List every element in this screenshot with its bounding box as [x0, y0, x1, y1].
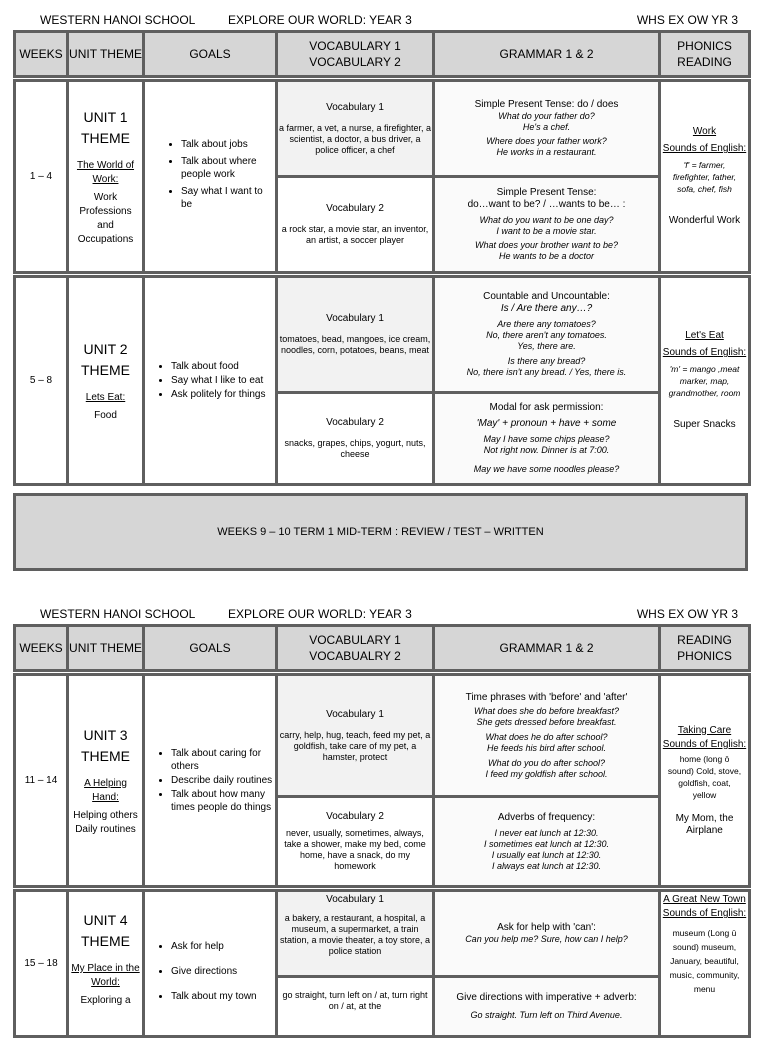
vocab1-cell — [277, 277, 434, 393]
unit-row — [15, 675, 750, 797]
sounds-examples: home (long ō sound) Cold, stove, goldfish, coat, yellow — [667, 753, 742, 800]
course-code: WHS EX OW YR 3 — [636, 607, 738, 621]
grammar-title: Time phrases with 'before' and 'after' — [465, 691, 628, 703]
goal-item: • Talk about food — [171, 360, 275, 373]
reading-title: Let's Eat — [685, 330, 724, 341]
vocab-list: a bakery, a restaurant, a hospital, a museum, a supermarket, a train station, a movie theater, a toy store, a police station — [279, 913, 431, 956]
grammar-example: Can you help me? Sure, how can I help? — [465, 934, 628, 944]
phonics-cell — [660, 675, 750, 887]
goal-item: • Say what I like to eat — [171, 374, 275, 387]
grammar-example: What does your brother want to be? — [474, 240, 619, 250]
course-code: WHS EX OW YR 3 — [636, 13, 738, 27]
col-weeks: WEEKS — [15, 32, 68, 77]
grammar-example: What do you want to be one day? — [479, 215, 614, 225]
grammar-example: He feeds his bird after school. — [486, 742, 607, 753]
reading-title: A Great New Town — [663, 894, 746, 905]
grammar-title: Give directions with imperative + adverb: — [456, 992, 637, 1003]
goals-cell — [144, 81, 277, 273]
grammar-example: I want to be a movie star. — [496, 226, 597, 236]
grammar-example: I sometimes eat lunch at 12:30. — [483, 838, 610, 849]
grammar-title: Simple Present Tense: do / does — [474, 99, 619, 110]
vocab-list: a rock star, a movie star, an inventor, an artist, a soccer player — [281, 224, 429, 245]
unit-desc: Helping others Daily routines — [73, 809, 138, 835]
goal-item: • Give directions — [171, 965, 275, 978]
reading-title: Taking Care — [677, 724, 732, 736]
grammar-subtitle: Is / Are there any…? — [500, 303, 593, 314]
goal-item: • Talk about how many times people do things — [171, 788, 275, 814]
grammar-title: Simple Present Tense: — [496, 187, 597, 198]
grammar2-cell — [434, 977, 660, 1037]
unit-cell — [68, 891, 144, 1037]
goal-item: • Talk about jobs — [181, 138, 275, 151]
grammar-example: No, there isn't any bread. / Yes, there is. — [466, 367, 627, 377]
unit-number: UNIT 4 — [83, 912, 128, 928]
unit-title: The World of Work: — [76, 159, 135, 185]
grammar-example: Go straight. Turn left on Third Avenue. — [470, 1010, 623, 1020]
grammar-example: What do you do after school? — [487, 757, 606, 768]
vocab-title: Vocabulary 1 — [326, 894, 384, 905]
vocab1-cell — [277, 675, 434, 797]
grammar-example: What does she do before breakfast? — [473, 705, 620, 716]
unit-theme-label: THEME — [81, 361, 130, 378]
grammar-example: Are there any tomatoes? — [497, 319, 596, 329]
unit-desc: Exploring a — [80, 995, 131, 1006]
sounds-examples: 'f' = farmer, firefighter, father, sofa, chef, fish — [672, 160, 737, 194]
grammar-example: He wants to be a doctor — [498, 251, 595, 261]
unit-title: Lets Eat: — [85, 391, 126, 403]
col-phonics: PHONICS READING — [660, 32, 750, 77]
col-unit: UNIT THEME — [68, 32, 144, 77]
grammar-example: I never eat lunch at 12:30. — [494, 827, 599, 838]
unit-cell — [68, 277, 144, 485]
grammar-example: I always eat lunch at 12:30. — [491, 860, 602, 871]
goal-item: • Ask for help — [171, 940, 275, 953]
unit-cell — [68, 81, 144, 273]
col-weeks: WEEKS — [15, 626, 68, 671]
sounds-examples: museum (Long ū sound) museum, January, beautiful, music, community, menu — [669, 928, 740, 994]
weeks-cell: 11 – 14 — [15, 675, 68, 887]
goal-item: • Ask politely for things — [171, 388, 275, 401]
weeks-cell: 1 – 4 — [15, 81, 68, 273]
header-row — [15, 626, 750, 671]
grammar1-cell — [434, 675, 660, 797]
grammar1-cell — [434, 81, 660, 177]
vocab2-cell — [277, 393, 434, 485]
vocab-title: Vocabulary 1 — [326, 313, 384, 324]
sounds-label: Sounds of English: — [662, 347, 747, 358]
col-goals: GOALS — [144, 626, 277, 671]
grammar-example: No, there aren't any tomatoes. — [486, 330, 607, 340]
col-vocab: VOCABULARY 1 VOCABULARY 2 — [277, 32, 434, 77]
page2-header — [40, 607, 738, 623]
page1-header — [40, 13, 738, 29]
unit-desc: Work Professions and Occupations — [77, 191, 134, 245]
grammar-example: He works in a restaurant. — [496, 147, 597, 157]
school-name: WESTERN HANOI SCHOOL — [40, 607, 196, 621]
grammar-example: Yes, there are. — [517, 341, 576, 351]
midterm-banner: WEEKS 9 – 10 TERM 1 MID-TERM : REVIEW / TEST – WRITTEN — [13, 493, 748, 571]
phonics-cell — [660, 81, 750, 273]
reading-book: Wonderful Work — [668, 215, 741, 226]
course-title: EXPLORE OUR WORLD: YEAR 3 — [228, 13, 412, 27]
vocab-list: tomatoes, bead, mangoes, ice cream, noodles, corn, potatoes, beans, meat — [279, 334, 431, 355]
unit-cell — [68, 675, 144, 887]
goals-cell — [144, 891, 277, 1037]
unit-theme-label: THEME — [81, 747, 130, 764]
grammar-title: Modal for ask permission: — [489, 402, 604, 413]
goal-item: • Talk about where people work — [181, 155, 275, 181]
vocab-title: Vocabulary 2 — [326, 203, 384, 214]
grammar1-cell — [434, 891, 660, 977]
vocab-list: snacks, grapes, chips, yogurt, nuts, cheese — [284, 438, 426, 459]
grammar-example: Is there any bread? — [507, 356, 586, 366]
col-vocab: VOCABULARY 1 VOCABUALRY 2 — [277, 626, 434, 671]
grammar-example: Where does your father work? — [486, 136, 607, 146]
vocab1-cell — [277, 81, 434, 177]
grammar-example: I usually eat lunch at 12:30. — [491, 849, 602, 860]
vocab2-cell — [277, 177, 434, 273]
vocab-list: never, usually, sometimes, always, take a shower, make my bed, come home, have a snack, do my homework — [284, 828, 426, 871]
unit-theme-label: THEME — [81, 933, 130, 949]
page1-table — [13, 30, 751, 486]
grammar-example: May we have some noodles please? — [473, 464, 620, 474]
grammar-subtitle: 'May' + pronoun + have + some — [476, 418, 617, 429]
weeks-cell: 5 – 8 — [15, 277, 68, 485]
unit-theme-label: THEME — [81, 129, 130, 146]
sounds-label: Sounds of English: — [662, 908, 747, 919]
col-phonics: READING PHONICS — [660, 626, 750, 671]
phonics-cell — [660, 277, 750, 485]
vocab-list: a farmer, a vet, a nurse, a firefighter, a scientist, a doctor, a bus driver, a police officer, a chef — [278, 122, 432, 155]
unit-title: A Helping Hand: — [84, 777, 127, 803]
vocab-list: carry, help, hug, teach, feed my pet, a goldfish, take care of my pet, a hamster, protect — [279, 729, 431, 762]
unit-desc: Food — [94, 409, 117, 421]
grammar-subtitle: do…want to be? / …wants to be… : — [467, 199, 626, 210]
phonics-cell — [660, 891, 750, 1037]
grammar-title: Countable and Uncountable: — [483, 291, 610, 302]
grammar-example: May I have some chips please? — [483, 434, 610, 444]
unit-title: My Place in the World: — [71, 963, 140, 988]
vocab-list: go straight, turn left on / at, turn right on / at, at the — [282, 990, 428, 1011]
goal-item: • Describe daily routines — [171, 774, 275, 787]
grammar2-cell — [434, 393, 660, 485]
grammar2-cell — [434, 797, 660, 887]
unit-row — [15, 277, 750, 393]
reading-title: Work — [692, 126, 717, 137]
vocab-title: Vocabulary 2 — [326, 417, 384, 428]
goal-item: • Talk about my town — [171, 990, 275, 1003]
col-goals: GOALS — [144, 32, 277, 77]
grammar2-cell — [434, 177, 660, 273]
vocab2-cell — [277, 797, 434, 887]
vocab-title: Vocabulary 2 — [326, 811, 384, 822]
sounds-examples: 'm' = mango ,meat marker, map, grandmother, room — [668, 364, 741, 398]
sounds-label: Sounds of English: — [662, 738, 747, 750]
grammar-example: What do your father do? — [498, 111, 595, 121]
col-grammar: GRAMMAR 1 & 2 — [434, 32, 660, 77]
unit-row — [15, 81, 750, 177]
header-row — [15, 32, 750, 77]
school-name: WESTERN HANOI SCHOOL — [40, 13, 196, 27]
goal-item: • Talk about caring for others — [171, 747, 275, 773]
goals-cell — [144, 277, 277, 485]
unit-number: UNIT 1 — [83, 108, 128, 125]
col-unit: UNIT THEME — [68, 626, 144, 671]
reading-book: My Mom, the Airplane — [675, 812, 734, 836]
grammar-example: She gets dressed before breakfast. — [476, 716, 617, 727]
page2-table — [13, 624, 751, 1038]
grammar-title: Adverbs of frequency: — [497, 811, 596, 823]
grammar-example: He's a chef. — [522, 122, 571, 132]
vocab2-cell — [277, 977, 434, 1037]
goal-item: • Say what I want to be — [181, 185, 275, 211]
col-grammar: GRAMMAR 1 & 2 — [434, 626, 660, 671]
weeks-cell: 15 – 18 — [15, 891, 68, 1037]
unit-number: UNIT 3 — [83, 726, 128, 743]
grammar-example: I feed my goldfish after school. — [485, 768, 608, 779]
vocab-title: Vocabulary 1 — [326, 101, 384, 113]
unit-row — [15, 891, 750, 977]
goals-cell — [144, 675, 277, 887]
reading-book: Super Snacks — [673, 419, 736, 430]
vocab1-cell — [277, 891, 434, 977]
sounds-label: Sounds of English: — [662, 143, 747, 154]
unit-number: UNIT 2 — [83, 340, 128, 357]
grammar-example: Not right now. Dinner is at 7:00. — [483, 445, 610, 455]
grammar-title: Ask for help with 'can': — [497, 922, 596, 933]
grammar-example: What does he do after school? — [485, 731, 608, 742]
grammar1-cell — [434, 277, 660, 393]
vocab-title: Vocabulary 1 — [326, 708, 384, 720]
course-title: EXPLORE OUR WORLD: YEAR 3 — [228, 607, 412, 621]
